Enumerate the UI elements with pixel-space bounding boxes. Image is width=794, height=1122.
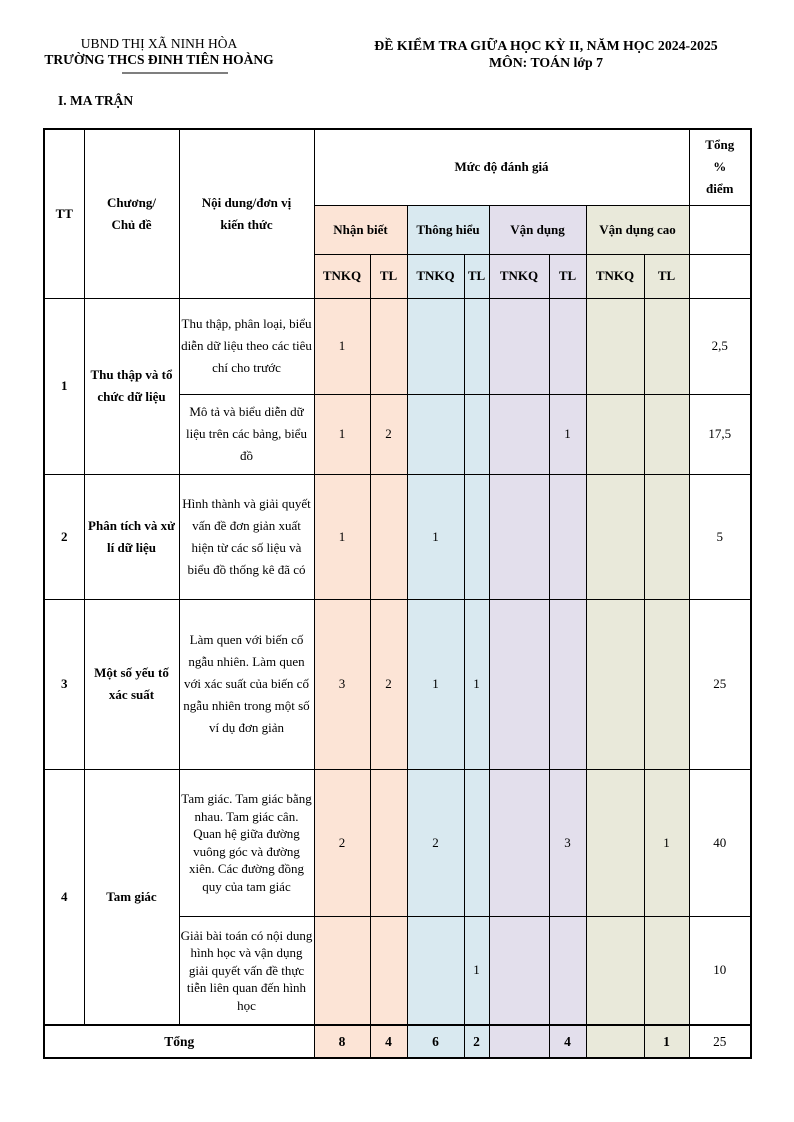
score-cell-nb-tl: 2 bbox=[370, 394, 407, 474]
total-cell: 5 bbox=[689, 474, 751, 599]
score-cell-vdc-tnkq bbox=[586, 599, 644, 769]
score-cell-vdc-tnkq bbox=[586, 298, 644, 394]
table-row-4a bbox=[44, 769, 751, 916]
org-line-2: TRƯỜNG THCS ĐINH TIÊN HOÀNG bbox=[44, 51, 274, 67]
chapter-cell: Thu thập và tổ chức dữ liệu bbox=[84, 298, 179, 474]
tt-cell: 2 bbox=[44, 474, 84, 599]
score-cell-nb-tnkq: 1 bbox=[314, 394, 370, 474]
footer-nb-tl: 4 bbox=[370, 1025, 407, 1058]
score-cell-vdc-tl bbox=[644, 394, 689, 474]
score-cell-vdc-tl bbox=[644, 916, 689, 1025]
score-cell-th-tl bbox=[464, 394, 489, 474]
col-header-total bbox=[689, 129, 751, 205]
level-header-thong-hieu: Thông hiểu bbox=[407, 205, 489, 254]
footer-vdc-tnkq bbox=[586, 1025, 644, 1058]
score-cell-th-tnkq bbox=[407, 298, 464, 394]
table-footer-row bbox=[44, 1025, 751, 1058]
tt-cell: 4 bbox=[44, 769, 84, 1025]
sub-header-nb-tl: TL bbox=[370, 254, 407, 298]
col-header-levels: Mức độ đánh giá bbox=[314, 129, 689, 205]
exam-header bbox=[330, 38, 762, 71]
score-cell-nb-tnkq: 1 bbox=[314, 298, 370, 394]
org-line-1: UBND THỊ XÃ NINH HÒA bbox=[80, 36, 238, 51]
table-row-2 bbox=[44, 474, 751, 599]
score-cell-vd-tnkq bbox=[489, 298, 549, 394]
col-header-chapter bbox=[84, 129, 179, 298]
footer-vd-tl: 4 bbox=[549, 1025, 586, 1058]
col-header-content bbox=[179, 129, 314, 298]
header-underline-rule bbox=[122, 72, 228, 74]
score-cell-th-tnkq bbox=[407, 916, 464, 1025]
sub-header-th-tl: TL bbox=[464, 254, 489, 298]
score-cell-vdc-tl bbox=[644, 599, 689, 769]
col-header-total-line1: Tổng bbox=[705, 137, 735, 153]
tt-cell: 1 bbox=[44, 298, 84, 474]
content-cell: Mô tả và biểu diễn dữ liệu trên các bảng, biểu đồ bbox=[179, 394, 314, 474]
content-cell: Làm quen với biến cố ngẫu nhiên. Làm quen với xác suất của biến cố ngẫu nhiên trong một số ví dụ đơn giản bbox=[179, 599, 314, 769]
sub-header-th-tnkq: TNKQ bbox=[407, 254, 464, 298]
score-cell-vd-tnkq bbox=[489, 916, 549, 1025]
blank-cell bbox=[689, 254, 751, 298]
score-cell-nb-tnkq: 3 bbox=[314, 599, 370, 769]
chapter-cell: Phân tích và xử lí dữ liệu bbox=[84, 474, 179, 599]
content-cell: Hình thành và giải quyết vấn đề đơn giản xuất hiện từ các số liệu và biểu đồ thống kê đã có bbox=[179, 474, 314, 599]
footer-total: 25 bbox=[689, 1025, 751, 1058]
sub-header-vd-tl: TL bbox=[549, 254, 586, 298]
footer-th-tnkq: 6 bbox=[407, 1025, 464, 1058]
score-cell-th-tl bbox=[464, 474, 489, 599]
chapter-cell: Tam giác bbox=[84, 769, 179, 1025]
score-cell-vd-tl bbox=[549, 298, 586, 394]
section-title: I. MA TRẬN bbox=[58, 93, 134, 108]
total-cell: 25 bbox=[689, 599, 751, 769]
total-cell: 10 bbox=[689, 916, 751, 1025]
score-cell-vd-tl: 3 bbox=[549, 769, 586, 916]
footer-nb-tnkq: 8 bbox=[314, 1025, 370, 1058]
chapter-cell: Một số yếu tố xác suất bbox=[84, 599, 179, 769]
score-cell-nb-tl bbox=[370, 298, 407, 394]
exam-title-line-2: MÔN: TOÁN lớp 7 bbox=[488, 54, 604, 70]
score-cell-vd-tl bbox=[549, 474, 586, 599]
score-cell-th-tl bbox=[464, 298, 489, 394]
level-header-van-dung: Vận dụng bbox=[489, 205, 586, 254]
score-cell-vd-tnkq bbox=[489, 394, 549, 474]
footer-vd-tnkq bbox=[489, 1025, 549, 1058]
level-header-van-dung-cao: Vận dụng cao bbox=[586, 205, 689, 254]
footer-label: Tổng bbox=[44, 1025, 314, 1058]
total-cell: 2,5 bbox=[689, 298, 751, 394]
school-header bbox=[42, 36, 276, 74]
total-cell: 40 bbox=[689, 769, 751, 916]
score-cell-vd-tnkq bbox=[489, 599, 549, 769]
score-cell-vdc-tnkq bbox=[586, 769, 644, 916]
col-header-content-line2: kiến thức bbox=[220, 216, 273, 232]
content-cell: Thu thập, phân loại, biểu diễn dữ liệu theo các tiêu chí cho trước bbox=[179, 298, 314, 394]
blank-cell bbox=[689, 205, 751, 254]
level-header-nhan-biet: Nhận biết bbox=[314, 205, 407, 254]
footer-vdc-tl: 1 bbox=[644, 1025, 689, 1058]
score-cell-vdc-tl: 1 bbox=[644, 769, 689, 916]
col-header-chapter-line2: Chủ đề bbox=[111, 216, 152, 232]
score-cell-th-tnkq: 1 bbox=[407, 474, 464, 599]
score-cell-nb-tl bbox=[370, 474, 407, 599]
score-cell-th-tl: 1 bbox=[464, 599, 489, 769]
score-cell-th-tl bbox=[464, 769, 489, 916]
score-cell-nb-tl bbox=[370, 769, 407, 916]
col-header-content-line1: Nội dung/đơn vị bbox=[201, 194, 292, 210]
score-cell-vdc-tnkq bbox=[586, 916, 644, 1025]
header-row-1 bbox=[44, 129, 751, 205]
col-header-total-line3: điểm bbox=[706, 181, 734, 197]
score-cell-vdc-tl bbox=[644, 474, 689, 599]
matrix-table bbox=[43, 128, 752, 1059]
sub-header-nb-tnkq: TNKQ bbox=[314, 254, 370, 298]
score-cell-nb-tnkq: 1 bbox=[314, 474, 370, 599]
col-header-tt: TT bbox=[44, 129, 84, 298]
exam-title-line-1: ĐỀ KIỂM TRA GIỮA HỌC KỲ II, NĂM HỌC 2024-2025 bbox=[374, 38, 718, 53]
col-header-chapter-line1: Chương/ bbox=[107, 194, 156, 210]
content-cell: Tam giác. Tam giác bằng nhau. Tam giác cân. Quan hệ giữa đường vuông góc và đường xiên. Các đường đồng quy của tam giác bbox=[179, 769, 314, 916]
content-cell: Giải bài toán có nội dung hình học và vận dụng giải quyết vấn đề thực tiễn liên quan đến hình học bbox=[179, 916, 314, 1025]
score-cell-vd-tnkq bbox=[489, 769, 549, 916]
score-cell-th-tnkq: 2 bbox=[407, 769, 464, 916]
footer-th-tl: 2 bbox=[464, 1025, 489, 1058]
score-cell-vd-tl bbox=[549, 916, 586, 1025]
sub-header-vd-tnkq: TNKQ bbox=[489, 254, 549, 298]
sub-header-vdc-tnkq: TNKQ bbox=[586, 254, 644, 298]
score-cell-vd-tl: 1 bbox=[549, 394, 586, 474]
score-cell-vdc-tnkq bbox=[586, 474, 644, 599]
col-header-total-line2: % bbox=[713, 159, 727, 175]
table-row-3 bbox=[44, 599, 751, 769]
score-cell-vd-tl bbox=[549, 599, 586, 769]
score-cell-nb-tl: 2 bbox=[370, 599, 407, 769]
score-cell-nb-tnkq bbox=[314, 916, 370, 1025]
tt-cell: 3 bbox=[44, 599, 84, 769]
sub-header-vdc-tl: TL bbox=[644, 254, 689, 298]
score-cell-nb-tl bbox=[370, 916, 407, 1025]
table-row-1a bbox=[44, 298, 751, 394]
score-cell-nb-tnkq: 2 bbox=[314, 769, 370, 916]
score-cell-th-tl: 1 bbox=[464, 916, 489, 1025]
score-cell-vd-tnkq bbox=[489, 474, 549, 599]
total-cell: 17,5 bbox=[689, 394, 751, 474]
score-cell-th-tnkq bbox=[407, 394, 464, 474]
score-cell-vdc-tl bbox=[644, 298, 689, 394]
score-cell-vdc-tnkq bbox=[586, 394, 644, 474]
score-cell-th-tnkq: 1 bbox=[407, 599, 464, 769]
